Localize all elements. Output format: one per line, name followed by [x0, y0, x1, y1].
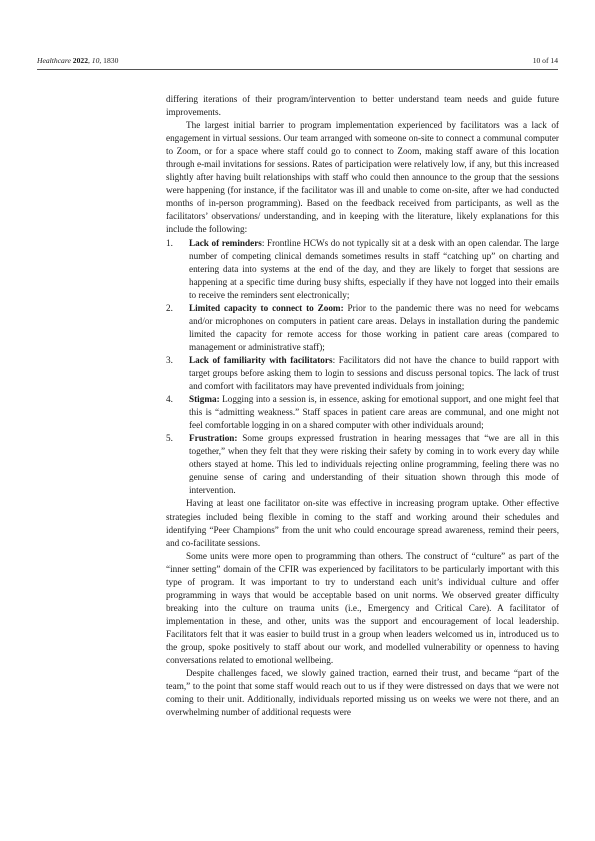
list-text: : Facilitators did not have the chance to build rapport with target groups before asking them to login to sessions and discuss personal topics. The lack of trust and comfort with facilitators may have prevented individuals from joining; — [189, 354, 559, 392]
list-item — [166, 393, 559, 432]
journal-name: Healthcare — [37, 56, 71, 65]
list-number: 1. — [166, 237, 173, 248]
running-header — [37, 56, 558, 68]
paragraph: Having at least one facilitator on-site was effective in increasing program uptake. Other effective strategies included being flexible in coming to the staff and working around their schedules and identifying “Peer Champions” from the unit who could encourage spread awareness, remind their peers, and co-facilitate sessions. — [166, 498, 559, 548]
header-rule — [37, 69, 558, 70]
list-term: Lack of reminders — [189, 237, 262, 248]
paragraph: Despite challenges faced, we slowly gained traction, earned their trust, and became “part of the team,” to the point that some staff would reach out to us if they were distressed on days that we were not coming to their unit. Additionally, individuals reported missing us on weeks we were not there, and an overwhelming number of additional requests were — [166, 668, 559, 718]
list-item — [166, 432, 559, 497]
journal-year: 2022 — [72, 56, 88, 65]
article-number: 1830 — [103, 56, 119, 65]
list-text: Prior to the pandemic there was no need for webcams and/or microphones on computers in patient care areas. Delays in installation during the pandemic limited the capacity for remote access for those working in patient care areas (compared to management or administrative staff); — [189, 302, 559, 352]
list-number: 5. — [166, 433, 173, 444]
paragraph: The largest initial barrier to program implementation experienced by facilitators was a lack of engagement in virtual sessions. Our team arranged with someone on-site to connect a communal computer to Zoom, or for a space where staff could go to connect to Zoom, making staff aware of this location through e-mail invitations for sessions. Rates of participation were relatively low, if any, but this increased slightly after having built relationships with staff who could then announce to the group that the sessions were happening (for instance, if the facilitator was ill and unable to come on-site, after we had conducted months of in-person programming). Based on the feedback received from participants, as well as the facilitators’ observations/ understanding, and in keeping with the literature, likely explanations for this include the following: — [166, 120, 559, 235]
list-term: Stigma: — [189, 394, 220, 405]
list-number: 2. — [166, 302, 173, 313]
paragraph: differing iterations of their program/intervention to better understand team needs and guide future improvements. — [166, 94, 559, 118]
page-number: 10 of 14 — [532, 56, 558, 65]
list-item — [166, 302, 559, 354]
paragraph: Some units were more open to programming than others. The construct of “culture” as part of the “inner setting” domain of the CFIR was experienced by facilitators to be particularly important with this type of program. It was important to try to understand each unit’s individual culture and offer programming in ways that would be acceptable based on unit norms. We observed greater difficulty breaking into the culture on trauma units (i.e., Emergency and Critical Care). A facilitator of implementation in these, and other, units was the support and encouragement of local leadership. Facilitators felt that it was easier to build trust in a group when leaders welcomed us in, introduced us to the group, spoke positively to staff about our work, and modelled vulnerability or openness to having conversations related to emotional wellbeing. — [166, 550, 559, 666]
journal-citation: Healthcare 2022, 10, 1830 — [37, 56, 119, 65]
list-term: Frustration: — [189, 433, 238, 444]
list-item — [166, 354, 559, 393]
list-term: Lack of familiarity with facilitators — [189, 354, 333, 365]
main-text — [166, 93, 559, 719]
list-number: 4. — [166, 394, 173, 405]
list-text: Some groups expressed frustration in hearing messages that “we are all in this together,” when they felt that they were risking their safety by coming in to work every day while others stayed at home. This led to individuals rejecting online programming, feeling there was no genuine sense of caring and understanding of their situation shown through this mode of intervention. — [189, 433, 559, 496]
list-term: Limited capacity to connect to Zoom: — [189, 302, 344, 313]
list-text: Logging into a session is, in essence, asking for emotional support, and one might feel that this is “admitting weakness.” Staff spaces in patient care areas are communal, and one might not feel comfortable logging in on a shared computer with other individuals around; — [189, 394, 559, 431]
journal-volume: 10 — [91, 56, 100, 65]
list-number: 3. — [166, 354, 173, 365]
list-text: : Frontline HCWs do not typically sit at a desk with an open calendar. The large number of competing clinical demands sometimes results in staff “catching up” on charting and entering data into systems at the end of the day, and they are likely to forget that sessions are happening at a specific time during busy shifts, especially if they have not logged into their emails to receive the reminders sent electronically; — [189, 237, 559, 300]
barrier-list — [166, 237, 559, 498]
list-item — [166, 237, 559, 302]
